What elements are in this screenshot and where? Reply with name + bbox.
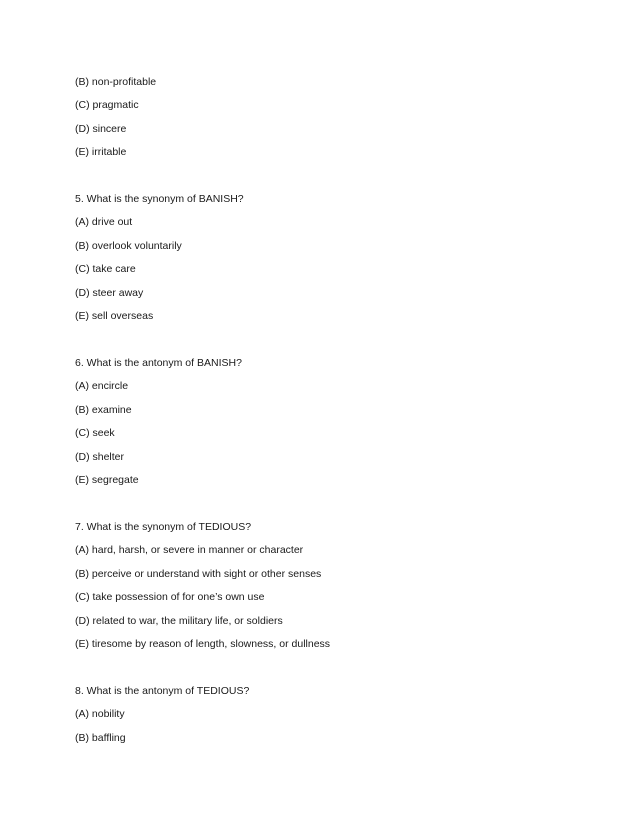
option-q6-e: (E) segregate: [75, 474, 139, 486]
option-q7-e: (E) tiresome by reason of length, slowness, or dullness: [75, 638, 331, 650]
option-q7-c: (C) take possession of for one’s own use: [75, 591, 265, 603]
question-5: 5. What is the synonym of BANISH?: [75, 193, 244, 205]
question-8: 8. What is the antonym of TEDIOUS?: [75, 685, 250, 697]
option-q6-b: (B) examine: [75, 404, 132, 416]
option-q7-a: (A) hard, harsh, or severe in manner or character: [75, 544, 304, 556]
option-q7-b: (B) perceive or understand with sight or other senses: [75, 568, 322, 580]
option-q6-a: (A) encircle: [75, 380, 129, 392]
option-q6-d: (D) shelter: [75, 451, 125, 463]
option-q5-e: (E) sell overseas: [75, 310, 154, 322]
option-q7-d: (D) related to war, the military life, or soldiers: [75, 615, 283, 627]
option-q4-c: (C) pragmatic: [75, 99, 139, 111]
option-q5-a: (A) drive out: [75, 216, 133, 228]
option-q5-d: (D) steer away: [75, 287, 144, 299]
option-q4-b: (B) non-profitable: [75, 76, 157, 88]
question-6: 6. What is the antonym of BANISH?: [75, 357, 242, 369]
option-q5-b: (B) overlook voluntarily: [75, 240, 182, 252]
option-q4-d: (D) sincere: [75, 123, 127, 135]
option-q4-e: (E) irritable: [75, 146, 127, 158]
question-7: 7. What is the synonym of TEDIOUS?: [75, 521, 252, 533]
option-q6-c: (C) seek: [75, 427, 115, 439]
option-q5-c: (C) take care: [75, 263, 136, 275]
option-q8-a: (A) nobility: [75, 708, 125, 720]
option-q8-b: (B) baffling: [75, 732, 126, 744]
